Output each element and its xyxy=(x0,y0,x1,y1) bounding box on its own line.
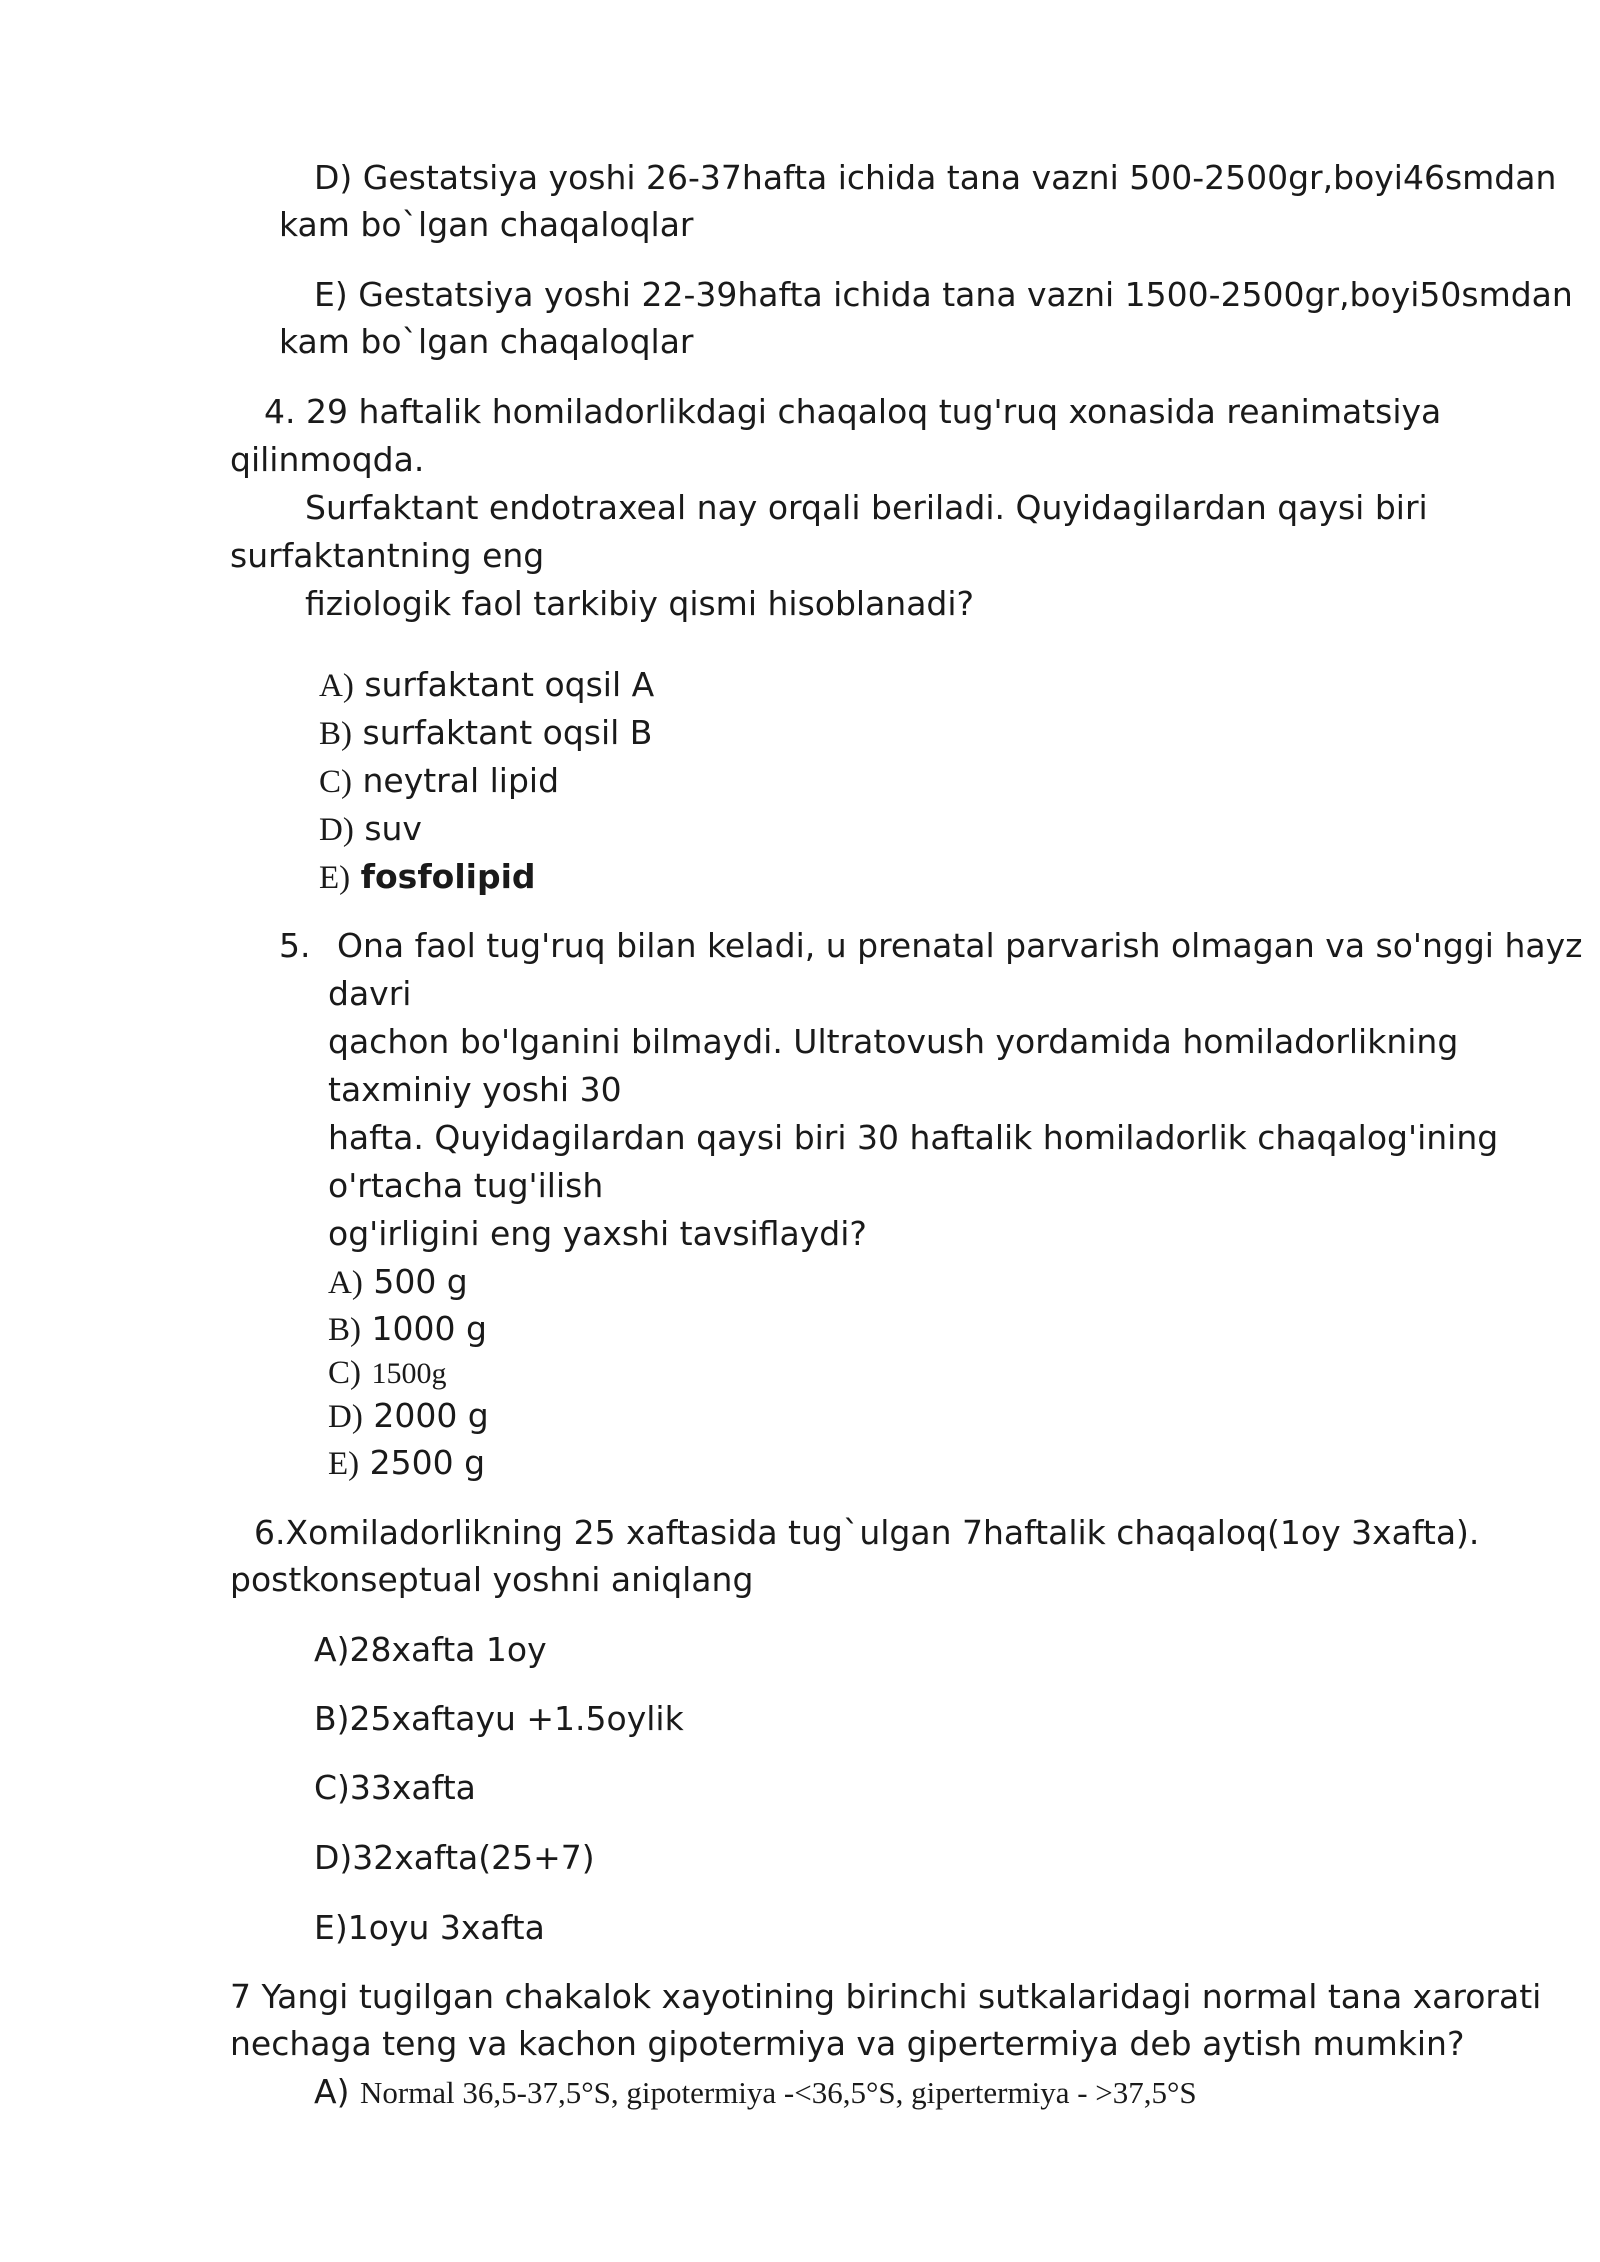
q3-option-d-line2: kam bo`lgan chaqaloqlar xyxy=(279,205,694,244)
q6-option-b: B)25xaftayu +1.5oylik xyxy=(314,1699,684,1738)
option-text: 2000 g xyxy=(373,1396,489,1435)
q5-option-e xyxy=(328,1443,485,1484)
q5-text-line3: qachon bo'lganini bilmaydi. Ultratovush yordamida homiladorlikning xyxy=(328,1022,1459,1061)
q6-option-e: E)1oyu 3xafta xyxy=(314,1908,545,1947)
q6-option-c: C)33xafta xyxy=(314,1768,476,1807)
q7-text-line1: 7 Yangi tugilgan chakalok xayotining birinchi sutkalaridagi normal tana xarorati xyxy=(230,1977,1542,2016)
q4-option-b xyxy=(319,713,652,754)
q4-option-d xyxy=(319,809,422,850)
option-text: surfaktant oqsil A xyxy=(364,665,655,704)
q7-option-a xyxy=(314,2072,1197,2113)
q4-text-line5: fiziologik faol tarkibiy qismi hisoblanadi? xyxy=(305,584,975,623)
q5-option-c xyxy=(328,1352,447,1394)
option-text: 500 g xyxy=(373,1262,468,1301)
option-letter: B) xyxy=(328,1312,361,1348)
q3-option-d-line1: D) Gestatsiya yoshi 26-37hafta ichida tana vazni 500-2500gr,boyi46smdan xyxy=(314,158,1557,197)
option-letter: D) xyxy=(319,812,354,848)
q4-text-line4: surfaktantning eng xyxy=(230,536,545,575)
q4-text-line1: 4. 29 haftalik homiladorlikdagi chaqaloq tug'ruq xonasida reanimatsiya xyxy=(264,392,1442,431)
q6-option-d: D)32xafta(25+7) xyxy=(314,1838,595,1877)
q5-text-line6: o'rtacha tug'ilish xyxy=(328,1166,604,1205)
q4-text-line2: qilinmoqda. xyxy=(230,440,425,479)
q6-option-a: A)28xafta 1oy xyxy=(314,1630,547,1669)
q5-text-line1: Ona faol tug'ruq bilan keladi, u prenatal parvarish olmagan va so'nggi hayz xyxy=(337,926,1583,965)
option-letter: A) xyxy=(314,2072,350,2111)
q5-number: 5. xyxy=(279,926,311,965)
q3-option-e-line1: E) Gestatsiya yoshi 22-39hafta ichida tana vazni 1500-2500gr,boyi50smdan xyxy=(314,275,1573,314)
q4-option-c xyxy=(319,761,559,802)
option-text: neytral lipid xyxy=(362,761,560,800)
q6-text-line1: 6.Xomiladorlikning 25 xaftasida tug`ulgan 7haftalik chaqaloq(1oy 3xafta). xyxy=(254,1513,1480,1552)
q4-option-a xyxy=(319,665,654,706)
q5-text-line5: hafta. Quyidagilardan qaysi biri 30 haftalik homiladorlik chaqalog'ining xyxy=(328,1118,1499,1157)
q4-text-line3: Surfaktant endotraxeal nay orqali beriladi. Quyidagilardan qaysi biri xyxy=(305,488,1428,527)
option-letter: C) xyxy=(319,764,352,800)
q4-option-e-correct xyxy=(319,857,536,898)
q5-option-a xyxy=(328,1262,468,1303)
option-text: surfaktant oqsil B xyxy=(362,713,653,752)
option-text-correct: fosfolipid xyxy=(360,857,536,896)
q5-option-d xyxy=(328,1396,489,1437)
q5-option-b xyxy=(328,1309,487,1350)
option-letter: C) xyxy=(328,1355,361,1391)
option-text: Normal 36,5-37,5°S, gipotermiya -<36,5°S, gipertermiya - >37,5°S xyxy=(359,2075,1197,2110)
option-letter: E) xyxy=(319,860,351,896)
option-letter: A) xyxy=(319,668,354,704)
option-text: 1000 g xyxy=(371,1309,487,1348)
q3-option-e-line2: kam bo`lgan chaqaloqlar xyxy=(279,322,694,361)
option-text: 2500 g xyxy=(369,1443,486,1482)
q7-text-line2: nechaga teng va kachon gipotermiya va gipertermiya deb aytish mumkin? xyxy=(230,2024,1465,2063)
option-letter: A) xyxy=(328,1265,363,1301)
q5-text-line7: og'irligini eng yaxshi tavsiflaydi? xyxy=(328,1214,867,1253)
option-letter: D) xyxy=(328,1399,363,1435)
option-letter: E) xyxy=(328,1446,360,1482)
q5-text-line2: davri xyxy=(328,974,412,1013)
q5-text-line4: taxminiy yoshi 30 xyxy=(328,1070,622,1109)
option-text: suv xyxy=(364,809,422,848)
option-letter: B) xyxy=(319,716,352,752)
option-text: 1500g xyxy=(371,1357,447,1390)
q6-text-line2: postkonseptual yoshni aniqlang xyxy=(230,1560,754,1599)
